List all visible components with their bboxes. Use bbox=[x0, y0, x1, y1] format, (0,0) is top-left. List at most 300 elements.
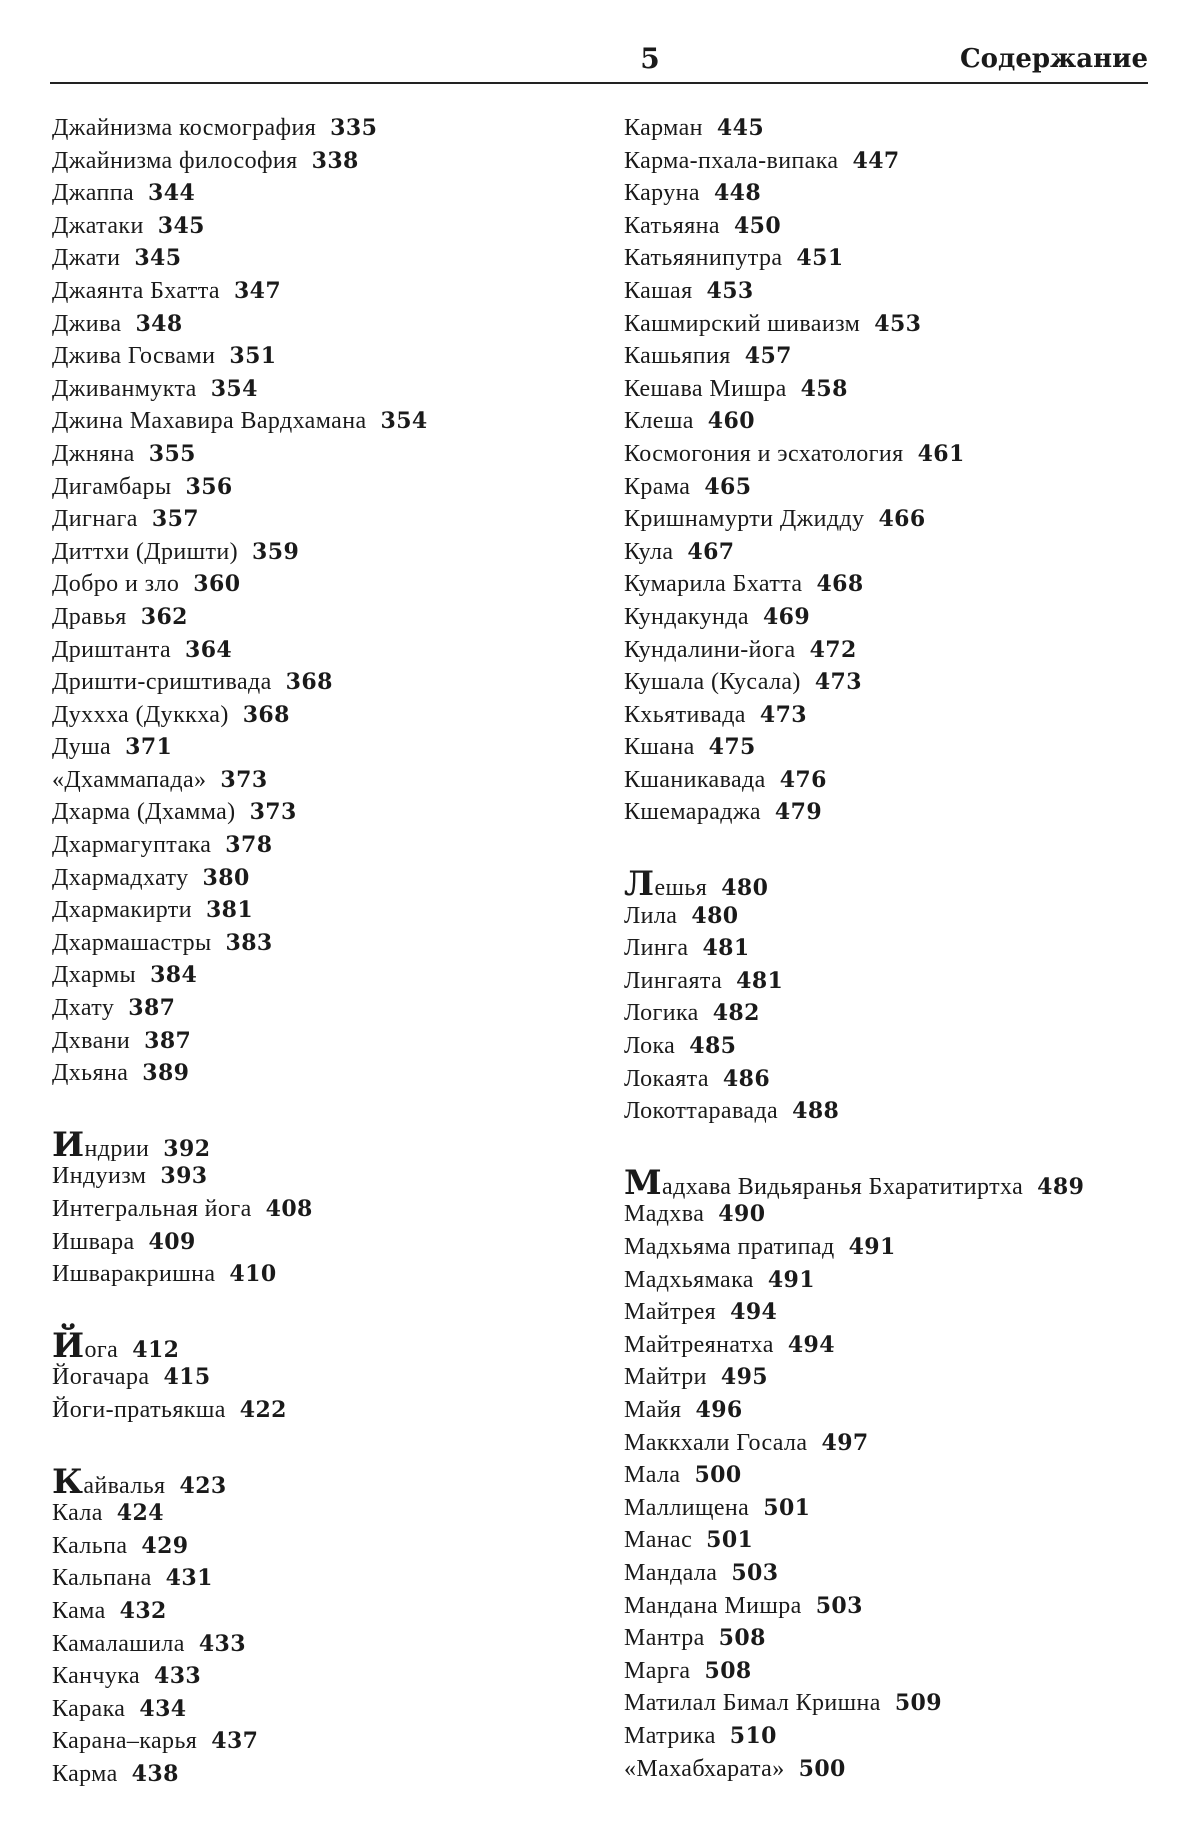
entry-page-number: 451 bbox=[796, 245, 844, 272]
entry-page-number: 472 bbox=[809, 636, 857, 663]
toc-letter-entry bbox=[52, 1124, 612, 1165]
toc-entry bbox=[624, 1063, 1184, 1096]
entry-page-number: 460 bbox=[707, 408, 755, 435]
entry-page-number: 373 bbox=[220, 766, 268, 793]
entry-page-number: 508 bbox=[718, 1625, 766, 1652]
toc-entry bbox=[624, 1687, 1184, 1720]
toc-entry bbox=[624, 1329, 1184, 1362]
entry-title: Диттхи (Дришти) bbox=[52, 538, 239, 565]
entry-title: Мантра bbox=[624, 1625, 705, 1652]
entry-title: Джина Махавира Вардхамана bbox=[52, 408, 367, 435]
toc-entry bbox=[52, 731, 612, 764]
toc-entry bbox=[624, 796, 1184, 829]
entry-title: Лока bbox=[624, 1033, 676, 1060]
entry-title: Йоги-пратьякша bbox=[52, 1396, 226, 1423]
entry-title: Дхармашастры bbox=[52, 929, 212, 956]
toc-entry bbox=[624, 503, 1184, 536]
toc-entry bbox=[52, 210, 612, 243]
toc-entry bbox=[52, 829, 612, 862]
entry-page-number: 357 bbox=[151, 506, 199, 533]
header-rule bbox=[50, 82, 1148, 84]
toc-entry bbox=[52, 1660, 612, 1693]
entry-title: Дриштанта bbox=[52, 636, 172, 663]
section-initial-letter: И bbox=[52, 1124, 85, 1165]
entry-page-number: 481 bbox=[736, 967, 784, 994]
toc-entry bbox=[52, 959, 612, 992]
entry-page-number: 415 bbox=[163, 1364, 211, 1391]
toc-column-right bbox=[624, 112, 1184, 1785]
entry-title: Маккхали Госала bbox=[624, 1429, 808, 1456]
entry-page-number: 409 bbox=[148, 1228, 196, 1255]
entry-title: Духхха (Дуккха) bbox=[52, 701, 229, 728]
section-initial-letter: Й bbox=[52, 1325, 85, 1366]
toc-entry bbox=[624, 634, 1184, 667]
toc-entry bbox=[624, 405, 1184, 438]
toc-entry bbox=[52, 927, 612, 960]
entry-title: Катьяяна bbox=[624, 212, 720, 239]
toc-entry bbox=[52, 1258, 612, 1291]
entry-title: Каруна bbox=[624, 180, 700, 207]
entry-page-number: 453 bbox=[874, 310, 922, 337]
toc-entry bbox=[52, 242, 612, 275]
entry-page-number: 423 bbox=[179, 1472, 227, 1499]
entry-title: Кшаникавада bbox=[624, 766, 766, 793]
entry-title: Дравья bbox=[52, 603, 127, 630]
entry-title: Кшана bbox=[624, 734, 695, 761]
toc-letter-entry bbox=[624, 1162, 1184, 1203]
entry-title: адхава Видьяранья Бхаратитиртха bbox=[662, 1173, 1024, 1200]
entry-page-number: 348 bbox=[135, 310, 183, 337]
toc-entry bbox=[52, 438, 612, 471]
entry-page-number: 500 bbox=[798, 1755, 846, 1782]
entry-title: Кула bbox=[624, 538, 674, 565]
entry-title: Лила bbox=[624, 902, 678, 929]
entry-page-number: 384 bbox=[150, 962, 198, 989]
toc-entry bbox=[624, 177, 1184, 210]
entry-page-number: 373 bbox=[249, 799, 297, 826]
toc-entry bbox=[52, 1025, 612, 1058]
entry-title: айвалья bbox=[83, 1472, 166, 1499]
entry-page-number: 424 bbox=[116, 1500, 164, 1527]
page-header bbox=[50, 38, 1148, 90]
toc-entry bbox=[624, 601, 1184, 634]
entry-title: Дигамбары bbox=[52, 473, 172, 500]
entry-page-number: 392 bbox=[163, 1135, 211, 1162]
toc-entry bbox=[624, 1557, 1184, 1590]
entry-page-number: 360 bbox=[193, 571, 241, 598]
toc-entry bbox=[624, 1030, 1184, 1063]
entry-page-number: 503 bbox=[815, 1592, 863, 1619]
entry-title: Джаппа bbox=[52, 180, 135, 207]
section-title: Содержание bbox=[959, 44, 1148, 74]
entry-page-number: 490 bbox=[718, 1201, 766, 1228]
entry-page-number: 354 bbox=[210, 375, 258, 402]
entry-page-number: 479 bbox=[774, 799, 823, 826]
toc-entry bbox=[624, 1622, 1184, 1655]
toc-entry bbox=[624, 1590, 1184, 1623]
entry-page-number: 509 bbox=[894, 1690, 942, 1717]
entry-title: Индуизм bbox=[52, 1163, 147, 1190]
entry-page-number: 447 bbox=[852, 147, 900, 174]
entry-title: Дхармы bbox=[52, 962, 137, 989]
toc-entry bbox=[52, 894, 612, 927]
entry-title: Йогачара bbox=[52, 1364, 150, 1391]
entry-page-number: 457 bbox=[744, 343, 792, 370]
entry-title: Мадхьямака bbox=[624, 1266, 754, 1293]
entry-title: Кришнамурти Джидду bbox=[624, 506, 865, 533]
entry-page-number: 381 bbox=[205, 897, 254, 924]
toc-entry bbox=[52, 862, 612, 895]
entry-title: Локоттаравада bbox=[624, 1098, 779, 1125]
entry-title: Кашмирский шиваизм bbox=[624, 310, 861, 337]
entry-page-number: 480 bbox=[691, 902, 739, 929]
toc-entry bbox=[52, 177, 612, 210]
toc-entry bbox=[52, 275, 612, 308]
entry-page-number: 429 bbox=[141, 1532, 189, 1559]
entry-title: Душа bbox=[52, 734, 112, 761]
entry-title: Кушала (Кусала) bbox=[624, 669, 801, 696]
toc-entry bbox=[624, 1753, 1184, 1786]
entry-title: Интегральная йога bbox=[52, 1196, 252, 1222]
toc-column-left bbox=[52, 112, 612, 1791]
toc-entry bbox=[52, 1361, 612, 1394]
toc-entry bbox=[624, 1231, 1184, 1264]
entry-page-number: 368 bbox=[285, 669, 333, 696]
entry-page-number: 448 bbox=[713, 180, 762, 207]
entry-page-number: 431 bbox=[165, 1565, 213, 1592]
toc-entry bbox=[624, 1264, 1184, 1297]
entry-page-number: 354 bbox=[380, 408, 428, 435]
toc-entry bbox=[52, 1595, 612, 1628]
toc-entry bbox=[52, 634, 612, 667]
section-initial-letter: Л bbox=[624, 864, 655, 905]
entry-title: «Махабхарата» bbox=[624, 1755, 785, 1782]
entry-page-number: 450 bbox=[733, 212, 782, 239]
entry-title: Дживанмукта bbox=[52, 375, 197, 402]
entry-page-number: 473 bbox=[759, 701, 807, 728]
toc-entry bbox=[624, 1492, 1184, 1525]
entry-title: Кешава Мишра bbox=[624, 375, 787, 402]
entry-page-number: 433 bbox=[154, 1663, 202, 1690]
entry-page-number: 434 bbox=[139, 1695, 187, 1722]
toc-entry bbox=[624, 965, 1184, 998]
entry-title: Дигнага bbox=[52, 506, 138, 533]
entry-page-number: 345 bbox=[157, 212, 205, 239]
entry-page-number: 491 bbox=[767, 1266, 815, 1293]
toc-entry bbox=[624, 1361, 1184, 1394]
toc-entry bbox=[52, 764, 612, 797]
toc-entry bbox=[624, 699, 1184, 732]
toc-entry bbox=[624, 764, 1184, 797]
entry-page-number: 503 bbox=[731, 1559, 779, 1586]
entry-page-number: 491 bbox=[848, 1234, 896, 1260]
section-initial-letter: К bbox=[52, 1461, 84, 1502]
entry-title: Джати bbox=[52, 245, 121, 272]
toc-entry bbox=[624, 1655, 1184, 1688]
entry-title: Линга bbox=[624, 935, 689, 962]
toc-entry bbox=[52, 666, 612, 699]
entry-title: Кумарила Бхатта bbox=[624, 571, 803, 598]
entry-title: Дхармадхату bbox=[52, 864, 189, 891]
toc-entry bbox=[52, 145, 612, 178]
toc-entry bbox=[52, 568, 612, 601]
entry-title: Логика bbox=[624, 1000, 699, 1027]
entry-page-number: 362 bbox=[140, 603, 188, 630]
toc-entry bbox=[52, 1394, 612, 1427]
toc-entry bbox=[624, 1459, 1184, 1492]
entry-page-number: 371 bbox=[125, 734, 173, 761]
entry-page-number: 501 bbox=[706, 1527, 754, 1554]
entry-title: Ишвара bbox=[52, 1228, 135, 1255]
toc-letter-entry bbox=[624, 864, 1184, 905]
entry-page-number: 486 bbox=[722, 1065, 771, 1092]
entry-title: Кхьятивада bbox=[624, 701, 746, 728]
entry-page-number: 432 bbox=[119, 1597, 167, 1624]
entry-title: Клеша bbox=[624, 408, 694, 435]
entry-page-number: 475 bbox=[708, 734, 756, 761]
entry-title: Канчука bbox=[52, 1663, 141, 1690]
toc-letter-entry bbox=[52, 1461, 612, 1502]
entry-title: Матилал Бимал Кришна bbox=[624, 1690, 881, 1717]
entry-title: Кашьяпия bbox=[624, 343, 731, 370]
toc-entry bbox=[52, 1497, 612, 1530]
entry-title: Дхату bbox=[52, 995, 115, 1022]
entry-page-number: 380 bbox=[202, 864, 250, 891]
entry-title: Дхьяна bbox=[52, 1060, 129, 1087]
entry-title: Карман bbox=[624, 115, 703, 141]
entry-page-number: 500 bbox=[694, 1462, 742, 1489]
entry-title: Джайнизма космография bbox=[52, 115, 317, 141]
entry-page-number: 445 bbox=[716, 115, 765, 141]
entry-title: Кашая bbox=[624, 277, 693, 304]
entry-page-number: 473 bbox=[814, 669, 862, 696]
entry-title: Ишваракришна bbox=[52, 1261, 216, 1288]
entry-title: Мадхьяма пратипад bbox=[624, 1234, 835, 1260]
entry-title: Майя bbox=[624, 1396, 682, 1423]
entry-page-number: 497 bbox=[821, 1429, 869, 1456]
entry-page-number: 494 bbox=[787, 1331, 835, 1358]
entry-page-number: 345 bbox=[134, 245, 182, 272]
entry-title: Джатаки bbox=[52, 212, 144, 239]
toc-entry bbox=[624, 1394, 1184, 1427]
toc-entry bbox=[52, 1226, 612, 1259]
toc-entry bbox=[52, 112, 612, 145]
toc-entry bbox=[52, 992, 612, 1025]
entry-page-number: 347 bbox=[233, 277, 282, 304]
toc-entry bbox=[624, 1095, 1184, 1128]
toc-entry bbox=[52, 1725, 612, 1758]
toc-entry bbox=[624, 536, 1184, 569]
entry-title: Лингаята bbox=[624, 967, 723, 994]
toc-entry bbox=[624, 145, 1184, 178]
toc-entry bbox=[52, 1193, 612, 1226]
entry-page-number: 476 bbox=[779, 766, 827, 793]
entry-title: Катьяянипутра bbox=[624, 245, 783, 272]
toc-entry bbox=[624, 242, 1184, 275]
entry-page-number: 412 bbox=[132, 1336, 180, 1363]
entry-title: Джайнизма философия bbox=[52, 147, 298, 174]
entry-page-number: 501 bbox=[763, 1494, 811, 1521]
toc-entry bbox=[52, 1530, 612, 1563]
toc-entry bbox=[624, 210, 1184, 243]
entry-title: Карма bbox=[52, 1760, 118, 1787]
entry-page-number: 453 bbox=[706, 277, 754, 304]
entry-page-number: 393 bbox=[160, 1163, 208, 1190]
entry-page-number: 489 bbox=[1037, 1173, 1085, 1200]
entry-page-number: 496 bbox=[695, 1396, 743, 1423]
entry-title: Матрика bbox=[624, 1722, 716, 1749]
entry-title: ндрии bbox=[84, 1135, 150, 1162]
entry-title: Крама bbox=[624, 473, 691, 500]
entry-title: Майтреянатха bbox=[624, 1331, 774, 1358]
toc-entry bbox=[52, 308, 612, 341]
entry-title: Джаянта Бхатта bbox=[52, 277, 220, 304]
toc-entry bbox=[624, 340, 1184, 373]
section-initial-letter: М bbox=[624, 1162, 663, 1203]
entry-title: Мадхва bbox=[624, 1201, 705, 1228]
entry-page-number: 433 bbox=[198, 1630, 246, 1657]
toc-letter-entry bbox=[52, 1325, 612, 1366]
toc-entry bbox=[624, 308, 1184, 341]
entry-title: Кала bbox=[52, 1500, 103, 1527]
toc-entry bbox=[624, 438, 1184, 471]
toc-entry bbox=[624, 1296, 1184, 1329]
entry-title: ешья bbox=[654, 875, 708, 902]
entry-page-number: 387 bbox=[128, 995, 176, 1022]
entry-title: Карана–карья bbox=[52, 1728, 198, 1755]
toc-entry bbox=[52, 796, 612, 829]
toc-entry bbox=[52, 405, 612, 438]
entry-title: Камалашила bbox=[52, 1630, 185, 1657]
entry-title: Мандана Мишра bbox=[624, 1592, 802, 1619]
entry-title: Кама bbox=[52, 1597, 106, 1624]
entry-page-number: 469 bbox=[762, 603, 811, 630]
entry-page-number: 488 bbox=[792, 1098, 840, 1125]
toc-entry bbox=[624, 112, 1184, 145]
entry-title: Джива bbox=[52, 310, 122, 337]
entry-page-number: 351 bbox=[229, 343, 277, 370]
toc-entry bbox=[624, 568, 1184, 601]
entry-page-number: 458 bbox=[800, 375, 848, 402]
entry-title: Локаята bbox=[624, 1065, 709, 1092]
entry-title: Кальпа bbox=[52, 1532, 128, 1559]
entry-title: Карма-пхала-випака bbox=[624, 147, 839, 174]
toc-entry bbox=[52, 536, 612, 569]
entry-title: Дхармакирти bbox=[52, 897, 192, 924]
entry-page-number: 485 bbox=[689, 1033, 737, 1060]
toc-entry bbox=[52, 1057, 612, 1090]
entry-page-number: 494 bbox=[730, 1299, 778, 1326]
page-number: 5 bbox=[640, 42, 660, 75]
entry-page-number: 338 bbox=[311, 147, 359, 174]
entry-page-number: 410 bbox=[229, 1261, 277, 1288]
toc-entry bbox=[624, 900, 1184, 933]
toc-entry bbox=[624, 471, 1184, 504]
entry-page-number: 461 bbox=[917, 440, 965, 467]
toc-entry bbox=[624, 932, 1184, 965]
entry-title: Марга bbox=[624, 1657, 691, 1684]
entry-page-number: 482 bbox=[712, 1000, 760, 1027]
entry-title: Кальпана bbox=[52, 1565, 152, 1592]
entry-page-number: 468 bbox=[816, 571, 864, 598]
entry-title: Кундалини-йога bbox=[624, 636, 796, 663]
entry-page-number: 383 bbox=[225, 929, 273, 956]
entry-page-number: 359 bbox=[252, 538, 300, 565]
entry-title: Дришти-сриштивада bbox=[52, 669, 272, 696]
entry-page-number: 368 bbox=[242, 701, 290, 728]
entry-page-number: 480 bbox=[721, 875, 769, 902]
entry-page-number: 466 bbox=[878, 506, 926, 533]
entry-title: Джняна bbox=[52, 440, 135, 467]
entry-page-number: 481 bbox=[702, 935, 750, 962]
toc-entry bbox=[52, 471, 612, 504]
toc-entry bbox=[624, 275, 1184, 308]
toc-entry bbox=[624, 997, 1184, 1030]
entry-page-number: 356 bbox=[185, 473, 233, 500]
entry-title: «Дхаммапада» bbox=[52, 766, 207, 793]
entry-page-number: 438 bbox=[131, 1760, 179, 1787]
toc-entry bbox=[52, 1758, 612, 1791]
entry-page-number: 495 bbox=[720, 1364, 768, 1391]
entry-page-number: 437 bbox=[211, 1728, 259, 1755]
toc-entry bbox=[624, 1524, 1184, 1557]
toc-entry bbox=[52, 1628, 612, 1661]
toc-entry bbox=[52, 601, 612, 634]
entry-page-number: 364 bbox=[185, 636, 233, 663]
entry-page-number: 408 bbox=[265, 1196, 313, 1222]
entry-title: Кундакунда bbox=[624, 603, 749, 630]
toc-entry bbox=[624, 373, 1184, 406]
toc-entry bbox=[52, 1160, 612, 1193]
toc-entry bbox=[624, 1198, 1184, 1231]
entry-title: Майтрея bbox=[624, 1299, 717, 1326]
toc-entry bbox=[52, 340, 612, 373]
toc-entry bbox=[52, 373, 612, 406]
entry-title: Джива Госвами bbox=[52, 343, 216, 370]
entry-title: Манас bbox=[624, 1527, 693, 1554]
entry-page-number: 465 bbox=[704, 473, 752, 500]
entry-title: Добро и зло bbox=[52, 571, 180, 598]
entry-page-number: 422 bbox=[239, 1396, 287, 1423]
entry-title: Дхарма (Дхамма) bbox=[52, 799, 236, 826]
entry-title: Дхармагуптака bbox=[52, 832, 212, 859]
toc-entry bbox=[624, 1427, 1184, 1460]
toc-entry bbox=[624, 731, 1184, 764]
toc-entry bbox=[52, 503, 612, 536]
toc-entry bbox=[52, 1693, 612, 1726]
toc-entry bbox=[52, 1562, 612, 1595]
entry-page-number: 335 bbox=[330, 115, 378, 141]
entry-title: Карака bbox=[52, 1695, 126, 1722]
entry-page-number: 467 bbox=[687, 538, 735, 565]
toc-entry bbox=[52, 699, 612, 732]
entry-title: Маллищена bbox=[624, 1494, 750, 1521]
entry-page-number: 387 bbox=[144, 1027, 192, 1054]
entry-page-number: 508 bbox=[704, 1657, 752, 1684]
entry-title: Майтри bbox=[624, 1364, 707, 1391]
toc-entry bbox=[624, 1720, 1184, 1753]
entry-page-number: 355 bbox=[148, 440, 196, 467]
toc-entry bbox=[624, 666, 1184, 699]
entry-title: ога bbox=[84, 1336, 119, 1363]
entry-title: Кшемараджа bbox=[624, 799, 761, 826]
entry-page-number: 510 bbox=[729, 1722, 777, 1749]
entry-title: Мала bbox=[624, 1462, 681, 1489]
entry-title: Дхвани bbox=[52, 1027, 131, 1054]
entry-page-number: 389 bbox=[142, 1060, 190, 1087]
entry-page-number: 344 bbox=[148, 180, 196, 207]
entry-page-number: 378 bbox=[225, 832, 273, 859]
